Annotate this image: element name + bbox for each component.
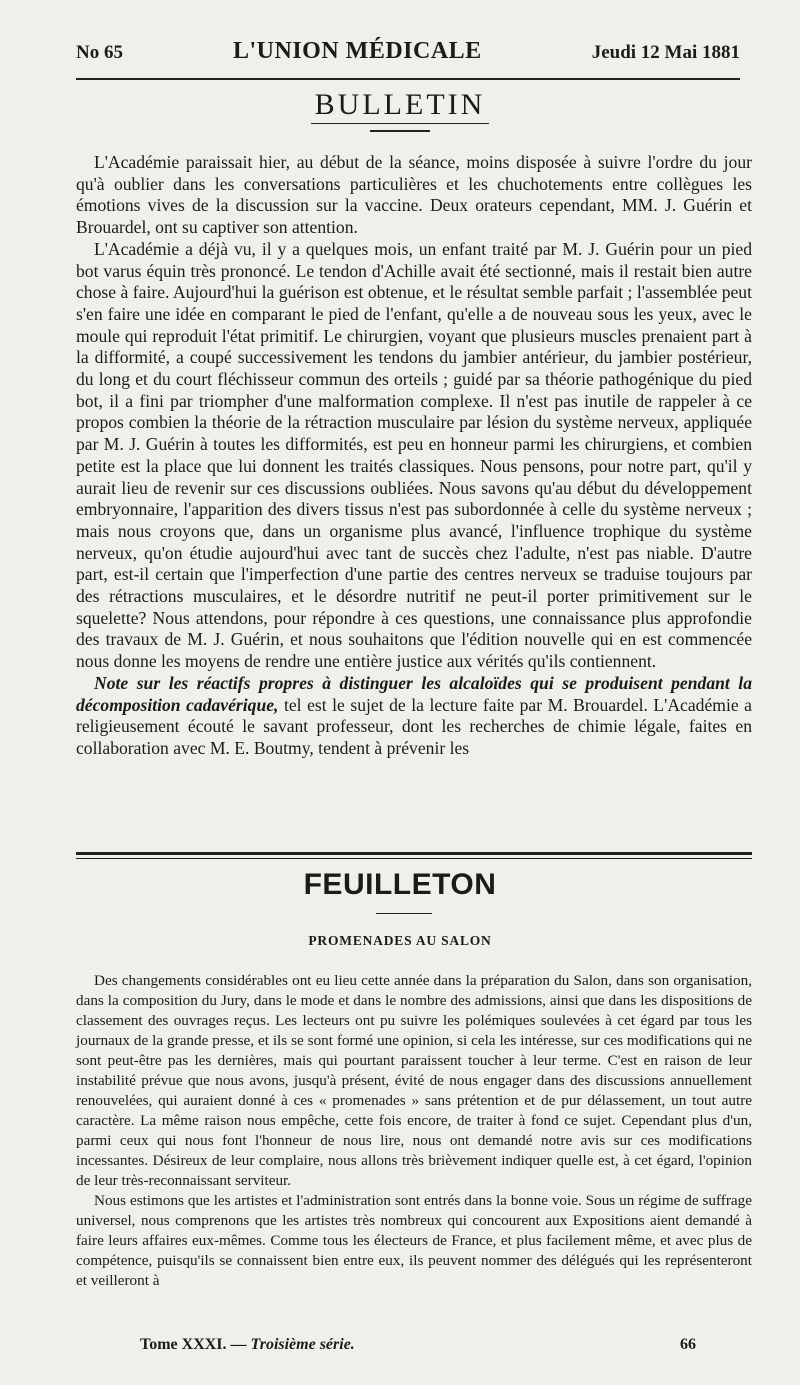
note-text: tel est le sujet de la lecture faite par M. Brouardel. L'Académie a religieusement écouté le savant professeur, dont les recherches de chimie légale, faites en collaboration avec M. E. Boutmy, tendent à prévenir les — [76, 694, 752, 758]
page-number: 66 — [680, 1336, 696, 1353]
footer-serie: Troisième série. — [250, 1336, 355, 1353]
feuilleton-paragraph-2: Nous estimons que les artistes et l'administration sont entrés dans la bonne voie. Sous un régime de suffrage universel, nous comprenons que les artistes très nombreux qui concourent aux Expositions aient demandé à faire leurs affaires eux-mêmes. Comme tous les électeurs de France, et plus facilement même, et avec plus de compétence, puisqu'ils se connaissent bien entre eux, ils peuvent nommer des délégués qui les représenteront et veilleront à — [76, 1192, 752, 1289]
footer-dash: — — [226, 1336, 251, 1353]
bulletin-heading — [0, 88, 800, 122]
bulletin-paragraph-3 — [76, 673, 752, 760]
note-title: Note sur les réactifs propres à distinguer les alcaloïdes qui se produisent pendant la décomposition cadavérique, — [76, 672, 752, 715]
footer-tome: Tome XXXI. — [140, 1336, 227, 1353]
feuilleton-thin-rule — [76, 858, 752, 859]
journal-title: L'UNION MÉDICALE — [232, 38, 482, 64]
feuilleton-thick-rule — [76, 852, 752, 855]
bulletin-divider — [370, 130, 430, 132]
bulletin-body — [76, 152, 752, 760]
page-header — [76, 38, 740, 74]
feuilleton-body — [76, 971, 752, 1291]
feuilleton-divider — [376, 913, 432, 914]
bulletin-paragraph-1: L'Académie paraissait hier, au début de la séance, moins disposée à suivre l'ordre du jour qu'à oublier dans les conversations particulières et les chuchotements entre collègues les émotions vives de la discussion sur la vaccine. Deux orateurs cependant, MM. J. Guérin et Brouardel, ont su captiver son attention. — [76, 152, 752, 238]
bulletin-heading-text: BULLETIN — [311, 88, 490, 124]
feuilleton-subtitle: PROMENADES AU SALON — [308, 933, 492, 948]
page-footer — [140, 1336, 696, 1354]
issue-date: Jeudi 12 Mai 1881 — [591, 42, 740, 63]
footer-volume — [140, 1336, 355, 1354]
issue-number: No 65 — [76, 42, 123, 63]
header-rule — [76, 78, 740, 80]
bulletin-paragraph-2: L'Académie a déjà vu, il y a quelques mois, un enfant traité par M. J. Guérin pour un pied bot varus équin très prononcé. Le tendon d'Achille avait été sectionné, mais il restait bien autre chose à faire. Aujourd'hui la guérison est obtenue, et le résultat semble parfait ; l'assemblée peut s'en faire une idée en comparant le pied de l'enfant, qu'elle a de nouveau sous les yeux, avec le moule qui reproduit l'état primitif. Le chirurgien, voyant que plusieurs muscles prenaient part à la difformité, a coupé successivement les tendons du jambier antérieur, du jambier postérieur, du long et du court fléchisseur commun des orteils ; guidé par sa théorie pathogénique du pied bot, il a fini par triompher d'une malformation complexe. Il n'est pas inutile de rappeler à ce propos combien la théorie de la rétraction musculaire par lésion du système nerveux, appliquée par M. J. Guérin à toutes les difformités, est peu en honneur parmi les chirurgiens, et combien petite est la place que lui donnent les traités classiques. Nous pensons, pour notre part, qu'il y aurait lieu de revenir sur ces discussions oubliées. Nous savons qu'au début du développement embryonnaire, l'apparition des divers tissus n'est pas subordonnée à celle du système nerveux ; mais nous croyons que, dans un organisme plus avancé, l'influence trophique du système nerveux, qu'on étudie aujourd'hui avec tant de succès chez l'adulte, n'est pas niable. D'autre part, est-il certain que l'imperfection d'une partie des centres nerveux se traduise toujours par des rétractions musculaires, et le désordre nutritif ne peut-il porter primitivement sur le squelette? Nous attendons, pour répondre à ces questions, une connaissance plus approfondie des travaux de M. J. Guérin, et nous souhaitons que l'édition nouvelle qui en est commencée nous donne les moyens de rendre une entière justice aux vérités qu'ils contiennent. — [76, 238, 752, 672]
feuilleton-heading: FEUILLETON — [303, 868, 497, 901]
feuilleton-paragraph-1: Des changements considérables ont eu lieu cette année dans la préparation du Salon, dans son organisation, dans la composition du Jury, dans le mode et dans le nombre des admissions, ainsi que dans les dispositions de classement des ouvrages reçus. Les lecteurs ont pu suivre les polémiques soulevées à cet égard par tous les journaux de la grande presse, et ils se sont formé une opinion, si cela les intéresse, sur ces modifications qui ne sont peut-être pas les dernières, mais qui pourtant paraissent toucher à leur terme. C'est en raison de leur instabilité prévue que nous avons, jusqu'à présent, évité de nous engager dans des discussions annuellement renouvelées, qui auraient donné à ces « promenades » sans prétention et de pur délassement, un tout autre caractère. La même raison nous empêche, cette fois encore, de traiter à fond ce sujet. Cependant plus d'un, parmi ceux qui nous font l'honneur de nous lire, nous ont demandé notre avis sur ces modifications incessantes. Désireux de leur complaire, nous allons très brièvement indiquer quelle est, à cet égard, l'opinion de leur très-reconnaissant serviteur. — [76, 972, 752, 1189]
